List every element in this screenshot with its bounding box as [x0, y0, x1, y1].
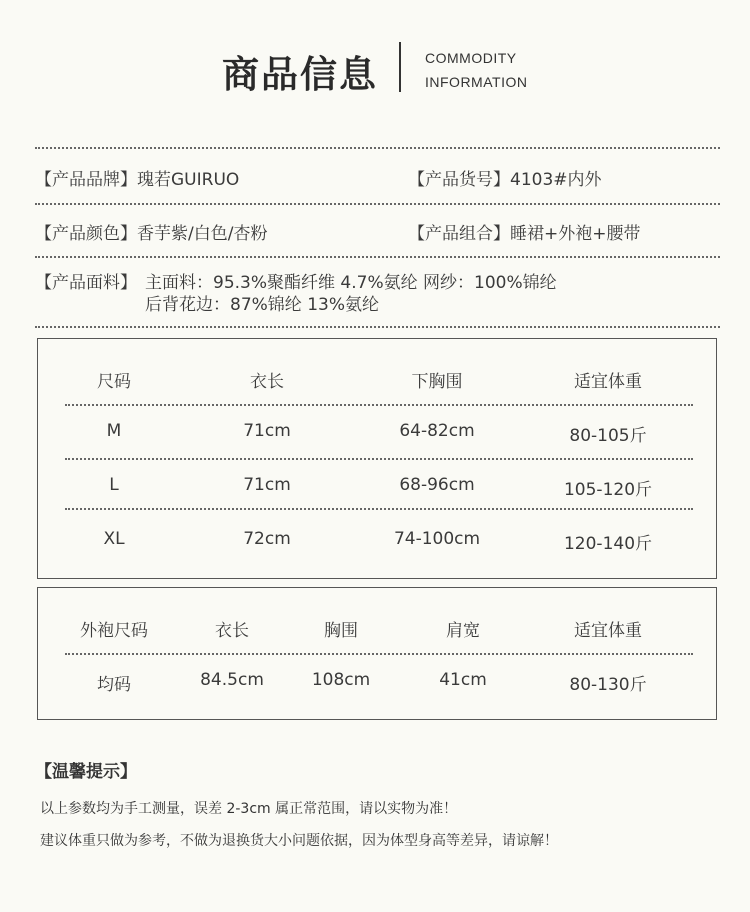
divider — [35, 256, 720, 258]
table-cell: 84.5cm — [200, 670, 264, 690]
material-line-1: 主面料：95.3%聚酯纤维 4.7%氨纶 网纱：100%锦纶 — [145, 273, 557, 293]
table-cell: 74-100cm — [393, 529, 481, 549]
dress-size-table — [37, 338, 717, 579]
combo-label: 【产品组合】 — [408, 224, 510, 244]
material-label: 【产品面料】 — [35, 273, 137, 293]
combo-value: 睡裙+外袍+腰带 — [510, 224, 641, 244]
divider — [35, 147, 720, 149]
page-title: 商品信息 — [222, 53, 378, 96]
row-divider — [65, 404, 693, 406]
subtitle-line-2: INFORMATION — [425, 74, 528, 90]
color-label: 【产品颜色】 — [35, 224, 137, 244]
table-header-cell: 尺码 — [97, 372, 131, 392]
table-header-cell: 适宜体重 — [574, 621, 642, 641]
table-row — [38, 670, 718, 700]
table-cell: 68-96cm — [399, 475, 475, 495]
table-row — [38, 421, 718, 451]
brand-label: 【产品品牌】 — [35, 170, 137, 190]
row-divider — [65, 653, 693, 655]
combo-field — [408, 219, 641, 244]
item-no-value: 4103#内外 — [510, 170, 602, 190]
material-line-2: 后背花边：87%锦纶 13%氨纶 — [145, 295, 379, 315]
table-row — [38, 529, 718, 559]
tips-title: 【温馨提示】 — [35, 762, 137, 782]
brand-value: 瑰若GUIRUO — [137, 170, 240, 190]
row-divider — [65, 458, 693, 460]
table-header-cell: 外袍尺码 — [80, 621, 148, 641]
table-cell: 41cm — [439, 670, 487, 690]
table-cell: 71cm — [243, 421, 291, 441]
table-header-cell: 肩宽 — [446, 621, 480, 641]
table-header-cell: 衣长 — [250, 372, 284, 392]
item-no-label: 【产品货号】 — [408, 170, 510, 190]
table-cell: 120-140斤 — [563, 534, 653, 554]
row-divider — [65, 508, 693, 510]
divider — [35, 203, 720, 205]
table-cell: 108cm — [311, 670, 371, 690]
color-value: 香芋紫/白色/杏粉 — [137, 224, 268, 244]
table-header-cell: 适宜体重 — [574, 372, 642, 392]
page-header — [0, 40, 750, 96]
divider — [35, 326, 720, 328]
table-cell: XL — [103, 529, 125, 549]
table-cell: 80-105斤 — [569, 426, 647, 446]
table-cell: 64-82cm — [399, 421, 475, 441]
table-header-cell: 衣长 — [215, 621, 249, 641]
material-value — [145, 272, 557, 316]
table-header-cell: 胸围 — [324, 621, 358, 641]
brand-field — [35, 165, 239, 190]
title-divider — [399, 42, 401, 92]
table-header-row — [38, 367, 718, 397]
color-field — [35, 219, 267, 244]
table-header-row — [38, 616, 718, 646]
table-header-cell: 下胸围 — [411, 372, 463, 392]
table-cell: 80-130斤 — [569, 675, 647, 695]
robe-size-table — [37, 587, 717, 720]
table-cell: L — [109, 475, 119, 495]
table-cell: 均码 — [97, 675, 131, 695]
table-cell: 72cm — [243, 529, 291, 549]
item-no-field — [408, 165, 602, 190]
table-cell: 105-120斤 — [563, 480, 653, 500]
tip-line-1: 以上参数均为手工测量，误差 2-3cm 属正常范围，请以实物为准！ — [40, 801, 458, 817]
table-cell: M — [106, 421, 122, 441]
table-cell: 71cm — [243, 475, 291, 495]
subtitle-line-1: COMMODITY — [425, 50, 517, 66]
tip-line-2: 建议体重只做为参考，不做为退换货大小问题依据，因为体型身高等差异，请谅解！ — [40, 833, 558, 849]
table-row — [38, 475, 718, 505]
page-subtitle — [425, 46, 527, 94]
